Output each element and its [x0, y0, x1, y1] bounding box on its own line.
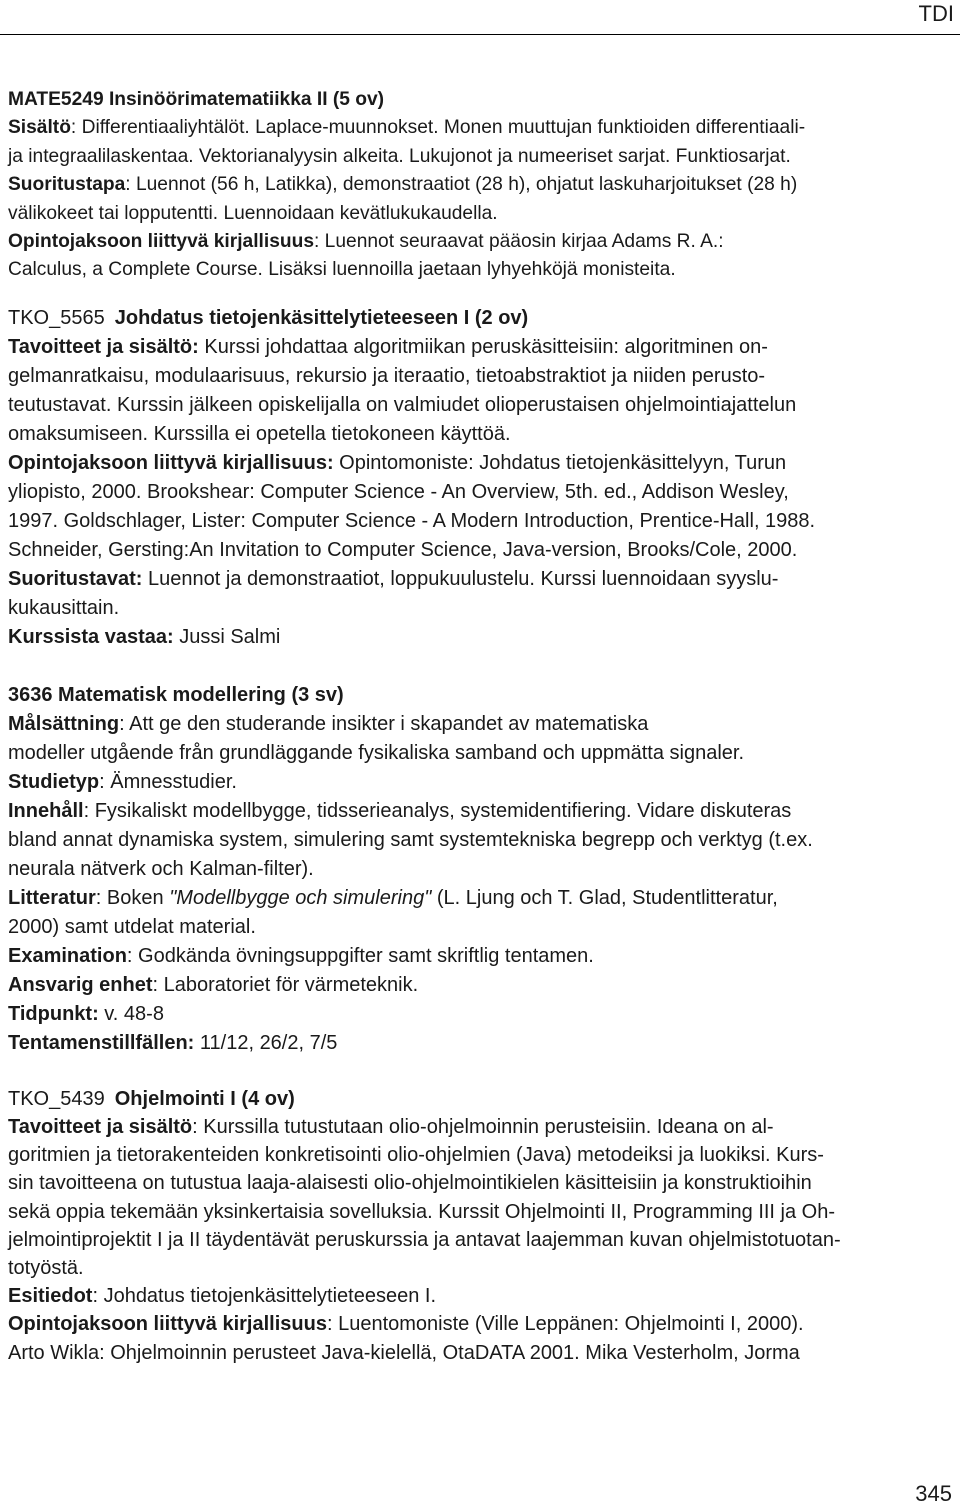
field-label: Studietyp [8, 770, 100, 793]
field-text: : Boken [95, 886, 170, 909]
method-line [8, 565, 953, 594]
field-text: modeller utgående från grundläggande fysikaliska samband och uppmätta signaler. [8, 741, 745, 764]
content-line [8, 391, 953, 420]
field-text: : Ämnesstudier. [99, 770, 237, 793]
field-label: Tavoitteet ja sisältö: [8, 335, 199, 358]
field-text: bland annat dynamiska system, simulering samt systemtekniska begrepp och verktyg (t.ex. [8, 828, 813, 851]
course-tko5439 [8, 1085, 953, 1367]
literature-line [8, 449, 953, 478]
field-text: sin tavoitteena on tutustua laaja-alaisesti olio-ohjelmointikielen käsitteisiin ja konstruktioihin [8, 1172, 812, 1195]
field-text: gelmanratkaisu, modulaarisuus, rekursio ja iteraatio, tietoabstraktiot ja niiden perusto- [8, 364, 766, 387]
section-gap [8, 652, 953, 681]
field-text: yliopisto, 2000. Brookshear: Computer Science - An Overview, 5th. ed., Addison Wesley, [8, 480, 789, 503]
field-label: Tavoitteet ja sisältö [8, 1116, 193, 1139]
course-title-line [8, 1085, 953, 1113]
content-line [8, 1226, 953, 1254]
field-text: jelmointiprojektit I ja II täydentävät peruskurssia ja antavat laajemman kuvan ohjelmistotuotan- [8, 1228, 841, 1251]
book-title: "Modellbygge och simulering" [169, 886, 432, 909]
header-rule [0, 34, 960, 35]
literature-line [8, 913, 953, 942]
field-text: Luennot ja demonstraatiot, loppukuulustelu. Kurssi luennoidaan syyslu- [142, 567, 779, 590]
content-line [8, 114, 953, 142]
prerequisites-line [8, 1282, 953, 1310]
literature-line [8, 536, 953, 565]
content-line [8, 420, 953, 449]
responsible-line [8, 623, 953, 652]
method-line [8, 594, 953, 623]
field-text: omaksumiseen. Kurssilla ei opetella tietokoneen käyttöä. [8, 422, 511, 445]
field-label: Kurssista vastaa: [8, 625, 174, 648]
field-text: totyöstä. [8, 1257, 84, 1280]
course-code: TKO_5565 [8, 306, 105, 329]
field-label: Innehåll [8, 799, 84, 822]
course-tko5565 [8, 304, 953, 652]
field-text: : Godkända övningsuppgifter samt skriftlig tentamen. [126, 944, 594, 967]
page-number: 345 [915, 1481, 952, 1506]
field-label: Suoritustapa [8, 174, 126, 196]
literature-line [8, 884, 953, 913]
field-text: 2000) samt utdelat material. [8, 915, 256, 938]
exam-dates-line [8, 1029, 953, 1058]
content-line [8, 333, 953, 362]
field-text: goritmien ja tietorakenteiden konkretisointi olio-ohjelmien (Java) metodeiksi ja luokiksi. Kurs- [8, 1144, 824, 1167]
field-text: Jussi Salmi [173, 625, 281, 648]
field-text: 11/12, 26/2, 7/5 [194, 1031, 338, 1054]
literature-line [8, 478, 953, 507]
field-text: : Differentiaaliyhtälöt. Laplace-muunnokset. Monen muuttujan funktioiden differentiaali- [70, 117, 806, 139]
content-line [8, 797, 953, 826]
field-text: 1997. Goldschlager, Lister: Computer Science - A Modern Introduction, Prentice-Hall, 1988. [8, 509, 816, 532]
time-line [8, 1000, 953, 1029]
goal-line [8, 739, 953, 768]
literature-line [8, 1339, 953, 1367]
field-label: Ansvarig enhet [8, 973, 153, 996]
study-type-line [8, 768, 953, 797]
content-line [8, 826, 953, 855]
section-gap [8, 285, 953, 304]
field-text: : Johdatus tietojenkäsittelytieteeseen I. [92, 1285, 436, 1308]
course-title-line [8, 304, 953, 333]
field-text: (L. Ljung och T. Glad, Studentlitteratur, [431, 886, 778, 909]
field-text: ja integraalilaskentaa. Vektorianalyysin alkeita. Lukujonot ja numeeriset sarjat. Funktiosarjat. [8, 145, 791, 167]
content-line [8, 1254, 953, 1282]
section-gap [8, 1058, 953, 1085]
method-line [8, 200, 953, 228]
field-label: Tidpunkt: [8, 1002, 99, 1025]
field-text: Arto Wikla: Ohjelmoinnin perusteet Java-kielellä, OtaDATA 2001. Mika Vesterholm, Jorma [8, 1341, 800, 1364]
literature-line [8, 1310, 953, 1338]
page-content [8, 86, 953, 1367]
field-label: Målsättning [8, 712, 120, 735]
field-text: teutustavat. Kurssin jälkeen opiskelijalla on valmiudet olioperustaisen ohjelmointiajattelun [8, 393, 797, 416]
course-3636 [8, 681, 953, 1058]
course-title: 3636 Matematisk modellering (3 sv) [8, 683, 344, 706]
course-mate5249 [8, 86, 953, 285]
literature-line [8, 256, 953, 284]
field-label: Esitiedot [8, 1285, 93, 1308]
field-text: : Luennot (56 h, Latikka), demonstraatiot (28 h), ohjatut laskuharjoitukset (28 h) [125, 174, 798, 196]
running-head: TDI [918, 1, 954, 26]
course-code: TKO_5439 [8, 1087, 105, 1110]
field-text: Opintomoniste: Johdatus tietojenkäsittelyyn, Turun [333, 451, 787, 474]
goal-line [8, 710, 953, 739]
literature-line [8, 507, 953, 536]
content-line [8, 1113, 953, 1141]
content-line [8, 1141, 953, 1169]
field-text: Kurssi johdattaa algoritmiikan peruskäsitteisiin: algoritminen on- [198, 335, 768, 358]
course-title: MATE5249 Insinöörimatematiikka II (5 ov) [8, 89, 385, 110]
field-text: : Luentomoniste (Ville Leppänen: Ohjelmointi I, 2000). [326, 1313, 804, 1336]
field-text: neurala nätverk och Kalman-filter). [8, 857, 314, 880]
unit-line [8, 971, 953, 1000]
content-line [8, 855, 953, 884]
field-label: Examination [8, 944, 127, 967]
content-line [8, 1169, 953, 1197]
field-text: : Luennot seuraavat pääosin kirjaa Adams R. A.: [314, 231, 724, 253]
examination-line [8, 942, 953, 971]
field-text: välikokeet tai lopputentti. Luennoidaan kevätlukukaudella. [8, 202, 498, 224]
course-title: Ohjelmointi I (4 ov) [114, 1087, 295, 1110]
field-label: Opintojaksoon liittyvä kirjallisuus: [8, 451, 334, 474]
field-label: Litteratur [8, 886, 96, 909]
field-text: Calculus, a Complete Course. Lisäksi luennoilla jaetaan lyhyehköjä monisteita. [8, 259, 676, 281]
field-text: : Kurssilla tutustutaan olio-ohjelmoinnin perusteisiin. Ideana on al- [192, 1116, 774, 1139]
course-title-line [8, 86, 953, 114]
field-text: v. 48-8 [98, 1002, 164, 1025]
field-label: Opintojaksoon liittyvä kirjallisuus [8, 1313, 327, 1336]
field-text: : Fysikaliskt modellbygge, tidsserieanalys, systemidentifiering. Vidare diskuteras [83, 799, 792, 822]
content-line [8, 362, 953, 391]
field-text: kukausittain. [8, 596, 120, 619]
field-text: sekä oppia tekemään yksinkertaisia sovelluksia. Kurssit Ohjelmointi II, Programming III ja Oh- [8, 1200, 836, 1223]
field-label: Suoritustavat: [8, 567, 143, 590]
field-label: Tentamenstillfällen: [8, 1031, 195, 1054]
content-line [8, 1198, 953, 1226]
field-label: Opintojaksoon liittyvä kirjallisuus [8, 231, 315, 253]
course-title: Johdatus tietojenkäsittelytieteeseen I (2 ov) [114, 306, 529, 329]
content-line [8, 143, 953, 171]
method-line [8, 171, 953, 199]
field-text: Schneider, Gersting:An Invitation to Computer Science, Java-version, Brooks/Cole, 2000. [8, 538, 798, 561]
literature-line [8, 228, 953, 256]
field-text: : Att ge den studerande insikter i skapandet av matematiska [119, 712, 649, 735]
field-label: Sisältö [8, 117, 71, 139]
course-title-line [8, 681, 953, 710]
field-text: : Laboratoriet för värmeteknik. [152, 973, 419, 996]
